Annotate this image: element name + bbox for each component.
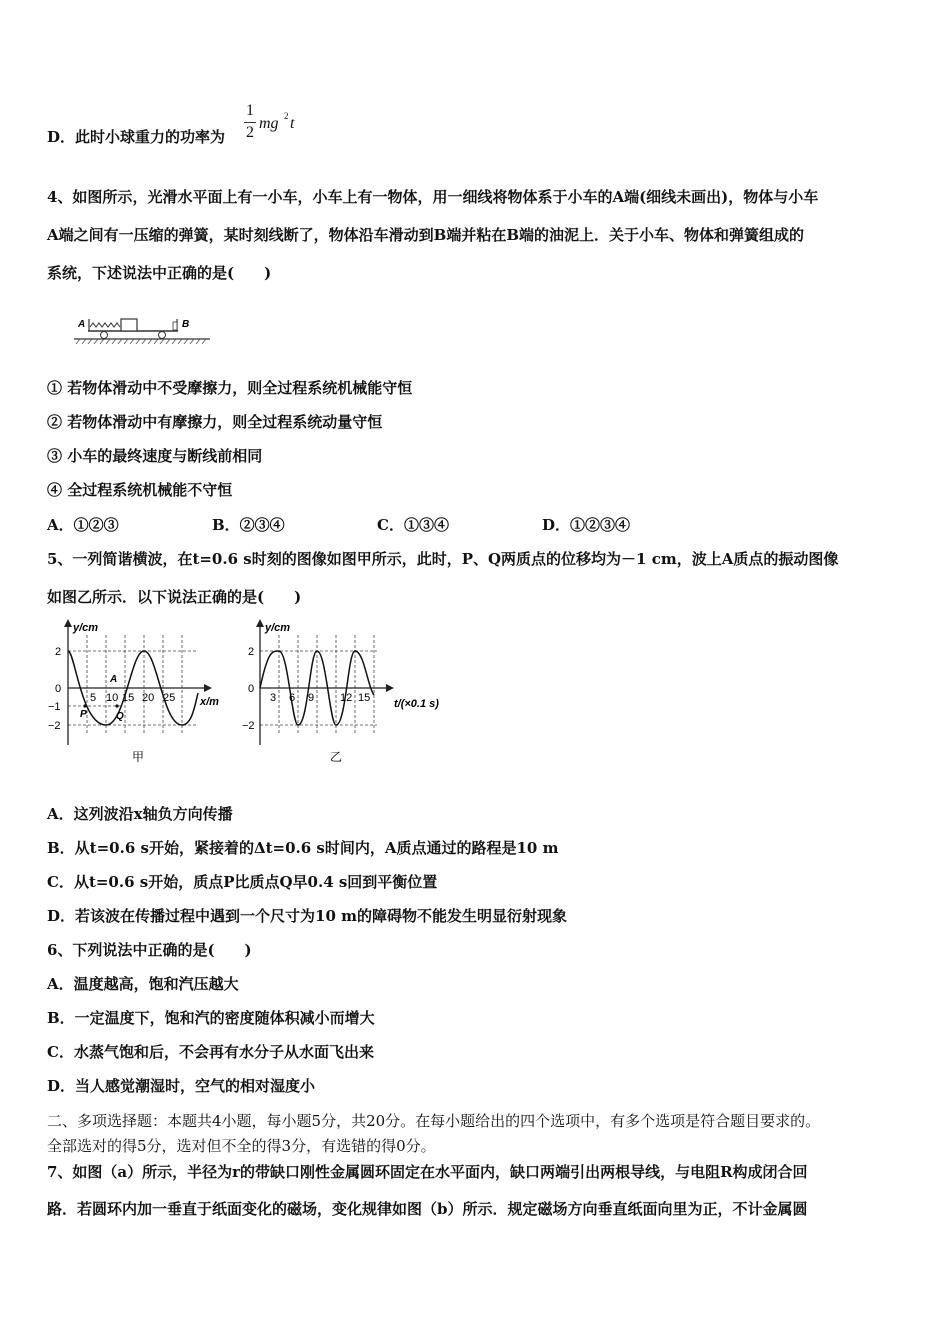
graph-a-point-a: A [110,674,118,685]
graph-b-xtick-6: 6 [289,692,296,704]
q5-option-d[interactable]: D．若该波在传播过程中遇到一个尺寸为10 m的障碍物不能发生明显衍射现象 [47,907,567,925]
fraction-tail: mg [259,115,279,132]
graph-a-ytick-2: 2 [55,646,62,658]
fraction-denominator: 2 [246,124,254,141]
graph-a-gridlines [68,635,198,733]
graph-a-xtick-15: 15 [122,692,135,704]
graph-a-xtick-5: 5 [90,692,97,704]
graph-a-x-arrow [204,684,212,692]
q4-stem-line2: A端之间有一压缩的弹簧，某时刻线断了，物体沿车滑动到B端并粘在B端的油泥上．关于小车、物体和弹簧组成的 [47,226,804,244]
graph-a-y-arrow [64,619,72,627]
block [121,319,137,331]
q4-option-a[interactable]: A．①②③ [47,516,119,534]
graph-b-xlabel: t/(×0.1 s) [394,698,439,710]
graph-b-xtick-3: 3 [270,692,277,704]
fraction-bar [244,122,256,123]
q7-stem-line2: 路．若圆环内加一垂直于纸面变化的磁场，变化规律如图（b）所示．规定磁场方向垂直纸面向里为正，不计金属圆 [47,1200,808,1218]
graph-a-point-q: Q [116,711,124,722]
graph-b-y-arrow [256,619,264,627]
q4-statement-4: ④ 全过程系统机械能不守恒 [47,481,233,499]
graph-a-caption: 甲 [132,750,145,764]
q6-option-c[interactable]: C．水蒸气饱和后，不会再有水分子从水面飞出来 [47,1043,374,1061]
graph-b-ytick-2: 2 [248,646,255,658]
q6-stem: 6、下列说法中正确的是( ) [47,941,252,959]
q3-fraction [243,102,303,150]
graph-a-ytick-m2: −2 [48,720,61,732]
graph-b-x-arrow [386,684,394,692]
q5-vibration-graph [242,615,472,770]
graph-a-xtick-10: 10 [106,692,119,704]
graph-a-xtick-25: 25 [163,692,176,704]
wheel-right [159,332,166,339]
fraction-t: t [290,115,295,132]
fraction-exponent: 2 [284,111,289,121]
q4-statement-2: ② 若物体滑动中有摩擦力，则全过程系统动量守恒 [47,413,383,431]
putty [173,322,177,330]
ground-hatch [76,339,206,344]
graph-b-xtick-12: 12 [340,692,353,704]
q3-option-d [47,126,225,148]
q4-statement-3: ③ 小车的最终速度与断线前相同 [47,447,263,465]
q7-stem-line1: 7、如图（a）所示，半径为r的带缺口刚性金属圆环固定在水平面内，缺口两端引出两根导线，与电阻R构成闭合回 [47,1163,808,1181]
spring [90,323,120,327]
graph-b-caption: 乙 [330,750,343,764]
graph-b-ylabel: y/cm [265,622,291,634]
section2-heading-line2: 全部选对的得5分，选对但不全的得3分，有选错的得0分。 [47,1137,436,1155]
fraction-numerator: 1 [246,102,254,119]
graph-b-ytick-m2: −2 [242,720,255,732]
q5-option-b[interactable]: B．从t=0.6 s开始，紧接着的Δt=0.6 s时间内，A质点通过的路程是10 m [47,839,559,857]
q4-option-c[interactable]: C．①③④ [377,516,449,534]
graph-a-point-p: P [80,709,87,720]
section2-heading-line1: 二、多项选择题：本题共4小题，每小题5分，共20分。在每小题给出的四个选项中，有多个选项是符合题目要求的。 [47,1112,821,1130]
q3-option-d-text: D．此时小球重力的功率为 [47,128,226,146]
wheel-left [101,332,108,339]
graph-a-ylabel: y/cm [73,622,99,634]
q5-wave-graph [40,615,240,770]
cart-label-a: A [78,319,86,330]
graph-a-ytick-m1: −1 [48,701,61,713]
graph-a-xlabel: x/m [200,696,219,708]
graph-b-gridlines [260,635,377,733]
graph-a-xtick-20: 20 [142,692,155,704]
q4-stem-line3: 系统，下述说法中正确的是( ) [47,264,272,282]
graph-a-dot-q [115,704,118,707]
q4-option-d[interactable]: D．①②③④ [542,516,631,534]
graph-a-ytick-0: 0 [55,683,62,695]
q5-stem-line1: 5、一列简谐横波，在t=0.6 s时刻的图像如图甲所示，此时，P、Q两质点的位移均为－1 cm，波上A质点的振动图像 [47,550,839,568]
q5-option-c[interactable]: C．从t=0.6 s开始，质点P比质点Q早0.4 s回到平衡位置 [47,873,438,891]
graph-b-xtick-15: 15 [358,692,371,704]
q5-stem-line2: 如图乙所示．以下说法正确的是( ) [47,588,302,606]
q4-cart-figure [70,310,216,350]
q5-option-a[interactable]: A．这列波沿x轴负方向传播 [47,805,233,823]
q6-option-b[interactable]: B．一定温度下，饱和汽的密度随体积减小而增大 [47,1009,375,1027]
cart-label-b: B [182,319,190,330]
graph-b-ytick-0: 0 [248,683,255,695]
q4-statement-1: ① 若物体滑动中不受摩擦力，则全过程系统机械能守恒 [47,379,413,397]
q4-option-b[interactable]: B．②③④ [212,516,285,534]
graph-a-dot-p [83,704,86,707]
graph-b-xtick-9: 9 [308,692,315,704]
q6-option-a[interactable]: A．温度越高，饱和汽压越大 [47,975,239,993]
q6-option-d[interactable]: D．当人感觉潮湿时，空气的相对湿度小 [47,1077,316,1095]
q4-stem-line1: 4、如图所示，光滑水平面上有一小车，小车上有一物体，用一细线将物体系于小车的A端(细线未画出)，物体与小车 [47,188,819,206]
